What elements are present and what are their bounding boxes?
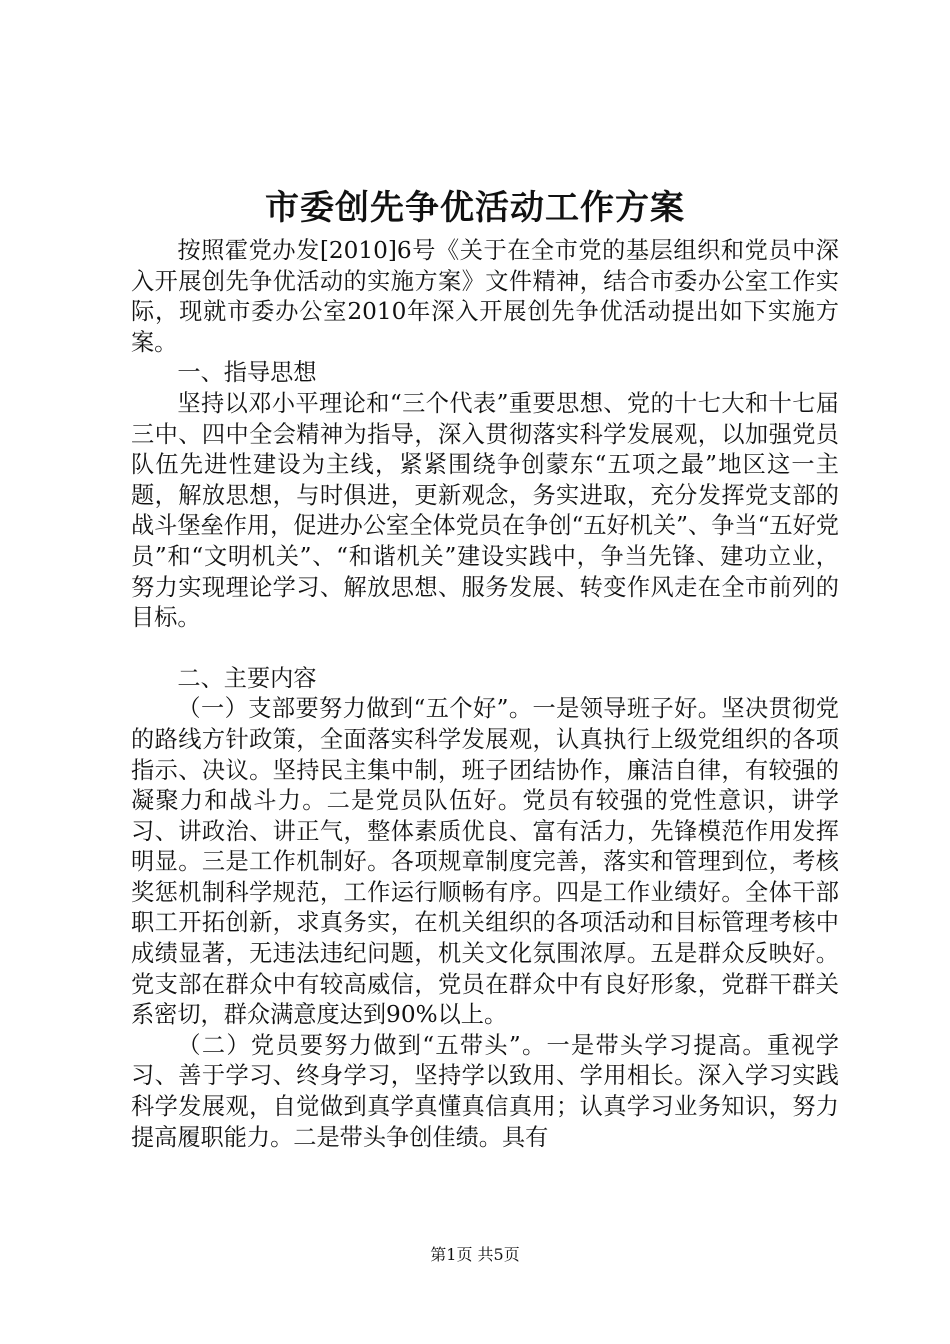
- section-heading-main-content: 二、主要内容: [177, 664, 317, 692]
- paragraph-guiding-thought: 坚持以邓小平理论和“三个代表”重要思想、党的十七大和十七届三中、四中全会精神为指导，深入贯彻落实科学发展观，以加强党员队伍先进性建设为主线，紧紧围绕争创蒙东“五项之最”地区这一主题，解放思想，与时俱进，更新观念，务实进取，充分发挥党支部的战斗堡垒作用，促进办公室全体党员在争创“五好机关”、争当“五好党员”和“文明机关”、“和谐机关”建设实践中，争当先锋、建功立业，努力实现理论学习、解放思想、服务发展、转变作风走在全市前列的目标。: [131, 389, 839, 632]
- document-body: [131, 236, 839, 1153]
- paragraph-member-five-leads: （二）党员要努力做到“五带头”。一是带头学习提高。重视学习、善于学习、终身学习，坚持学以致用、学用相长。深入学习实践科学发展观，自觉做到真学真懂真信真用；认真学习业务知识，努力提高履职能力。二是带头争创佳绩。具有: [131, 1031, 839, 1151]
- section-heading-guiding-thought: 一、指导思想: [177, 359, 317, 387]
- paragraph-intro: 按照霍党办发[2010]6号《关于在全市党的基层组织和党员中深入开展创先争优活动的实施方案》文件精神，结合市委办公室工作实际，现就市委办公室2010年深入开展创先争优活动提出如下实施方案。: [131, 237, 839, 356]
- page-number-footer: 第1页 共5页: [430, 1245, 520, 1264]
- document-title: 市委创先争优活动工作方案: [265, 188, 685, 228]
- paragraph-branch-five-goods: （一）支部要努力做到“五个好”。一是领导班子好。坚决贯彻党的路线方针政策，全面落实科学发展观，认真执行上级党组织的各项指示、决议。坚持民主集中制，班子团结协作，廉洁自律，有较强的凝聚力和战斗力。二是党员队伍好。党员有较强的党性意识，讲学习、讲政治、讲正气，整体素质优良、富有活力，先锋模范作用发挥明显。三是工作机制好。各项规章制度完善，落实和管理到位，考核奖惩机制科学规范，工作运行顺畅有序。四是工作业绩好。全体干部职工开拓创新，求真务实，在机关组织的各项活动和目标管理考核中成绩显著，无违法违纪问题，机关文化氛围浓厚。五是群众反映好。党支部在群众中有较高威信，党员在群众中有良好形象，党群干群关系密切，群众满意度达到90%以上。: [131, 695, 839, 1029]
